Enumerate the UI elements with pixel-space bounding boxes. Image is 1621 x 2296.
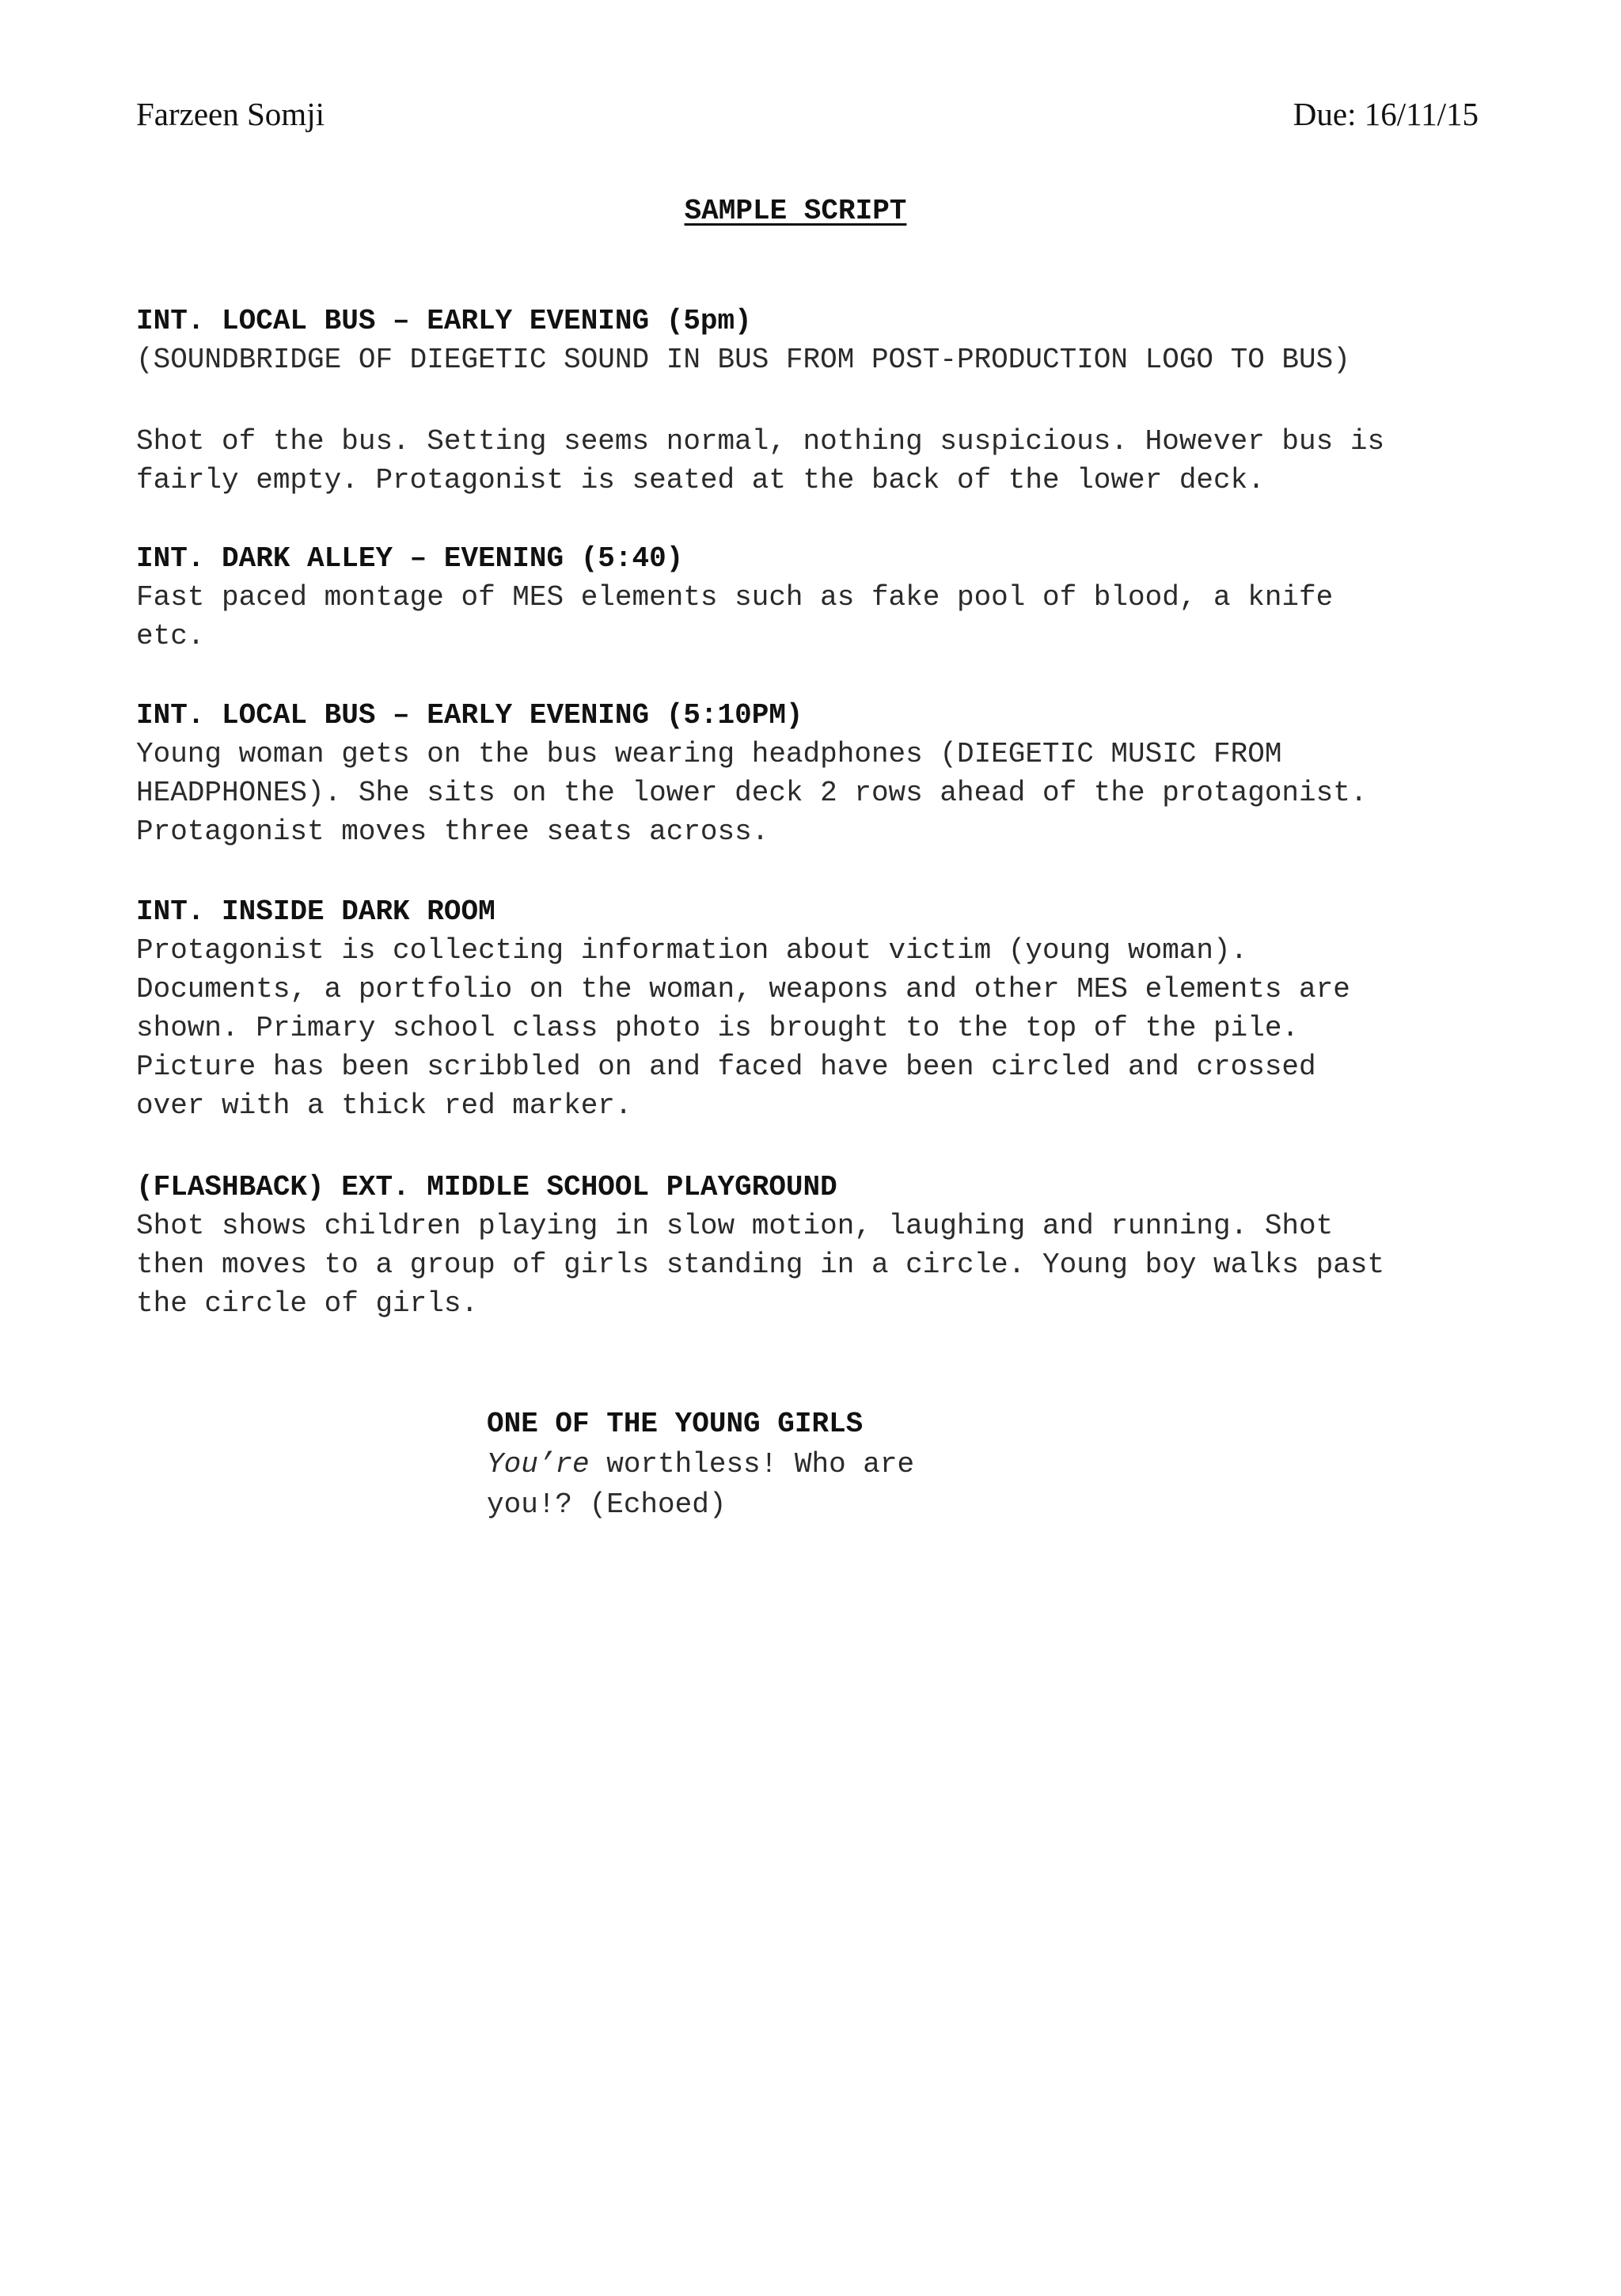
dialogue-line: you!? (Echoed) <box>487 1488 727 1521</box>
scene-text-line: Shot shows children playing in slow motion, laughing and running. Shot <box>136 1210 1334 1242</box>
scene-text-line: Picture has been scribbled on and faced have been circled and crossed <box>136 1051 1316 1083</box>
scene-text-line: Documents, a portfolio on the woman, weapons and other MES elements are <box>136 973 1350 1005</box>
scene-text-line: (SOUNDBRIDGE OF DIEGETIC SOUND IN BUS FROM POST-PRODUCTION LOGO TO BUS) <box>136 344 1350 376</box>
scene-text-line: Protagonist is collecting information about victim (young woman). <box>136 934 1248 967</box>
page-title: SAMPLE SCRIPT <box>684 195 907 227</box>
due-date: Due: 16/11/15 <box>1293 96 1479 132</box>
scene-text-line: Fast paced montage of MES elements such as fake pool of blood, a knife <box>136 581 1334 614</box>
scene-text-line: fairly empty. Protagonist is seated at the back of the lower deck. <box>136 464 1265 496</box>
scene-text-line: shown. Primary school class photo is brought to the top of the pile. <box>136 1012 1300 1044</box>
scene-text-line: then moves to a group of girls standing in a circle. Young boy walks past <box>136 1249 1385 1281</box>
scene-slugline: INT. LOCAL BUS – EARLY EVENING (5pm) <box>136 305 752 337</box>
scene-6 <box>136 1129 1498 1401</box>
scene-text-line: the circle of girls. <box>136 1287 479 1320</box>
author-name: Farzeen Somji <box>136 96 325 132</box>
scene-slugline: INT. DARK ALLEY – EVENING (5:40) <box>136 542 684 575</box>
scene-text-line: over with a thick red marker. <box>136 1089 632 1122</box>
dialogue-block <box>487 1363 1041 1606</box>
character-name: ONE OF THE YOUNG GIRLS <box>487 1408 864 1440</box>
scene-text-line: HEADPHONES). She sits on the lower deck 2 rows ahead of the protagonist. <box>136 777 1368 809</box>
scene-text-line: Shot of the bus. Setting seems normal, nothing suspicious. However bus is <box>136 425 1385 458</box>
scene-slugline: INT. INSIDE DARK ROOM <box>136 895 495 928</box>
scene-text-line: Young woman gets on the bus wearing headphones (DIEGETIC MUSIC FROM <box>136 738 1282 770</box>
scene-text-line: etc. <box>136 620 205 652</box>
scene-text-line: Protagonist moves three seats across. <box>136 815 769 848</box>
dialogue-line <box>487 1444 1041 1484</box>
scene-slugline: (FLASHBACK) EXT. MIDDLE SCHOOL PLAYGROUND <box>136 1171 837 1203</box>
dialogue-text: worthless! Who are <box>589 1448 915 1481</box>
dialogue-emphasis: You’re <box>487 1448 590 1481</box>
scene-slugline: INT. LOCAL BUS – EARLY EVENING (5:10PM) <box>136 699 803 732</box>
